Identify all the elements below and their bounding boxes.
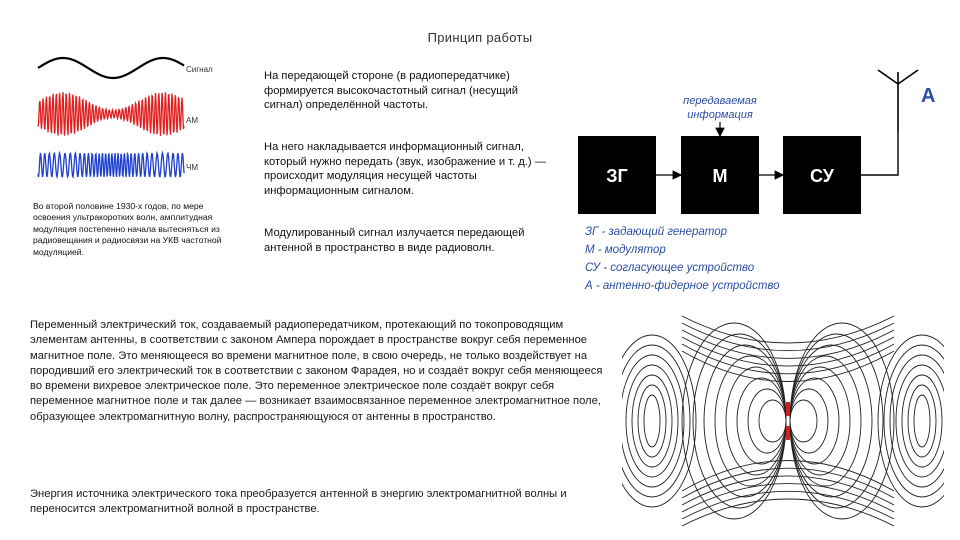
field-line [638, 385, 666, 457]
page-title: Принцип работы [427, 30, 533, 45]
field-line [790, 400, 817, 442]
field-line [682, 484, 894, 512]
info-label-line1: передаваемая [683, 95, 757, 107]
block-su-label: СУ [810, 166, 834, 186]
field-line [682, 316, 894, 343]
paragraph-modulation: На него накладывается информационный сигнал, который нужно передать (звук, изображение и т. д.) — происходит модуляция несущей частоты информационным сигналом. [264, 141, 546, 197]
am-wave [38, 92, 184, 136]
block-zg-label: ЗГ [606, 166, 628, 186]
legend-su: СУ - согласующее устройство [585, 262, 755, 274]
dipole-field-figure [622, 310, 944, 532]
side-note: Во второй половине 1930-х годов, по мере освоения ультракоротких волн, амплитудная модуляция постепенно начала вытесняться из радиовещания и радиосвязи на УКВ частотной модуляцией. [33, 201, 222, 257]
field-line [737, 378, 786, 464]
signal-label: Сигнал [186, 65, 213, 74]
field-line [622, 335, 696, 507]
field-line [748, 389, 786, 453]
field-line [759, 400, 786, 442]
field-line [790, 367, 850, 475]
field-line [682, 476, 894, 505]
block-m-label: М [712, 166, 728, 186]
field-line [626, 365, 678, 477]
fm-wave [38, 153, 184, 177]
antenna-icon [878, 70, 918, 132]
paragraph-carrier: На передающей стороне (в радиопередатчике) формируется высокочастотный сигнал (несущий сигнал) определённой частоты. [264, 70, 518, 112]
field-line [878, 335, 944, 507]
am-label: АМ [186, 116, 198, 125]
paragraph-emission: Модулированный сигнал излучается передающей антенной в пространство в виде радиоволн. [264, 227, 525, 254]
field-line [644, 395, 660, 447]
info-label-line2: информация [687, 109, 753, 121]
field-lines [622, 316, 944, 526]
signal-wave [38, 58, 184, 78]
field-line [682, 330, 894, 358]
field-line [790, 389, 828, 453]
field-line [682, 337, 894, 366]
field-line [682, 323, 894, 351]
legend-m: М - модулятор [585, 244, 666, 256]
dipole-antenna-icon [786, 402, 790, 440]
fm-label: ЧМ [186, 163, 198, 172]
legend-zg: ЗГ - задающий генератор [585, 226, 728, 238]
paragraph-field-theory: Переменный электрический ток, создаваемый радиопередатчиком, протекающий по токопроводящим элементам антенны, в соответствии с законом Ампера порождает в пространстве вокруг себя переменное магнитное поле. Это меняющееся во времени магнитное поле, в свою очередь, не только воздействует на породивший его электрический ток в соответствии с законом Фарадея, но и создаёт вокруг себя меняющееся во времени вихревое электрическое поле. Это переменное электрическое поле создаёт вокруг себя переменное магнитное поле и так далее — возникает взаимосвязанное переменное электромагнитное поле, образующее электромагнитную волну, распространяющуюся от антенны в пространство. [30, 319, 603, 423]
paragraph-energy: Энергия источника электрического тока преобразуется антенной в энергию электромагнитной волны и переносится электромагнитной волной в пространстве. [30, 488, 567, 516]
field-line [914, 395, 930, 447]
field-line [790, 378, 839, 464]
legend-a: А - антенно-фидерное устройство [585, 280, 780, 292]
antenna-label: А [921, 85, 936, 107]
transmitter-block-diagram [575, 62, 955, 302]
field-line [682, 499, 894, 526]
field-line [896, 365, 944, 477]
field-line [908, 385, 936, 457]
field-line [726, 367, 786, 475]
field-line [682, 491, 894, 519]
